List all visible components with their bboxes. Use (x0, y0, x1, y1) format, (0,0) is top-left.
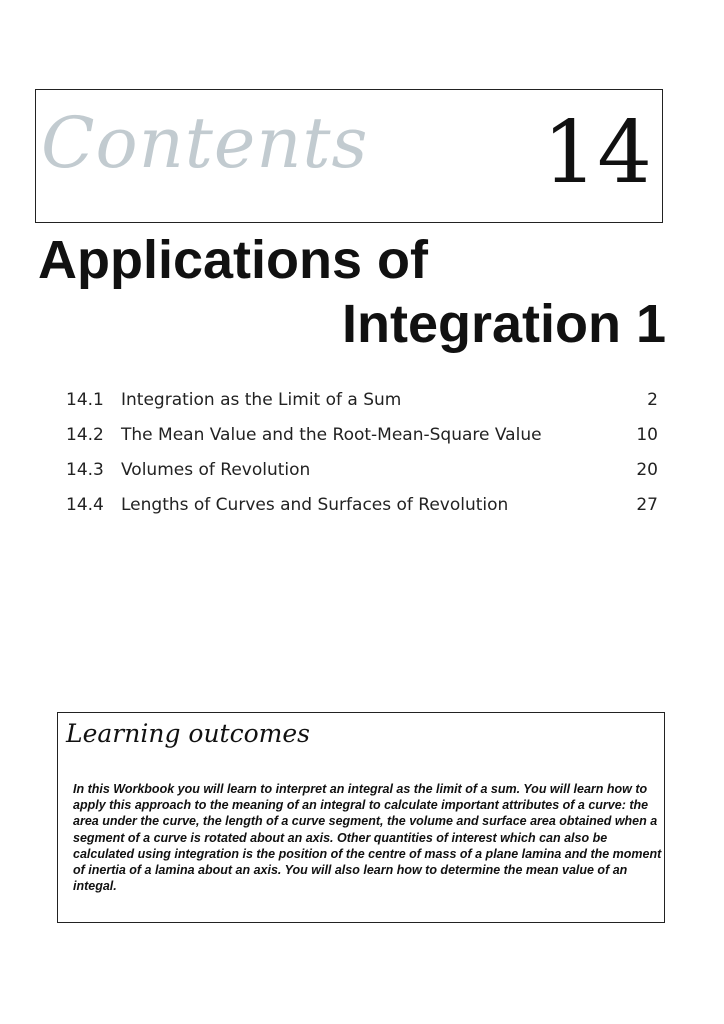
learning-outcomes-box (57, 712, 665, 923)
toc-page-number: 2 (647, 390, 658, 410)
toc-entry-14-2[interactable] (66, 423, 658, 458)
toc-section-title: Integration as the Limit of a Sum (121, 390, 402, 410)
contents-header-box (35, 89, 663, 223)
toc-section-number: 14.3 (66, 460, 104, 480)
toc-page-number: 27 (636, 495, 658, 515)
toc-section-number: 14.2 (66, 425, 104, 445)
toc-section-number: 14.1 (66, 390, 104, 410)
toc-page-number: 10 (636, 425, 658, 445)
toc-section-number: 14.4 (66, 495, 104, 515)
chapter-number: 14 (542, 103, 652, 203)
toc-section-title: Lengths of Curves and Surfaces of Revolution (121, 495, 509, 515)
toc-entry-14-3[interactable] (66, 458, 658, 493)
toc-entry-14-4[interactable] (66, 493, 658, 528)
toc-section-title: The Mean Value and the Root-Mean-Square Value (121, 425, 542, 445)
contents-heading: Contents (41, 102, 369, 184)
learning-outcomes-text: In this Workbook you will learn to interpret an integral as the limit of a sum. You will learn how to apply this approach to the meaning of an integral to calculate important attributes of a curve: the area under the curve, the length of a curve segment, the volume and surface area obtained when a segment of a curve is rotated about an axis. Other quantities of interest which can also be calculated using integration is the position of the centre of mass of a plane lamina and the moment of inertia of a lamina about an axis. You will also learn how to determine the mean value of an integal. (73, 782, 662, 894)
toc-page-number: 20 (636, 460, 658, 480)
workbook-title-line-2: Integration 1 (341, 294, 666, 354)
toc-section-title: Volumes of Revolution (121, 460, 311, 480)
learning-outcomes-heading: Learning outcomes (66, 719, 310, 748)
workbook-title-line-1: Applications of (38, 230, 428, 290)
toc-entry-14-1[interactable] (66, 388, 658, 423)
table-of-contents (66, 388, 658, 528)
